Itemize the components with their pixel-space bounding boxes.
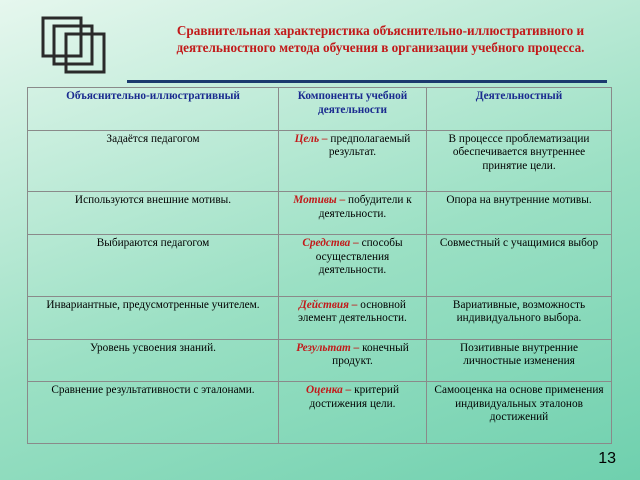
page-number: 13: [598, 450, 616, 467]
cell-component: [279, 339, 427, 382]
table-row: [28, 235, 612, 297]
cell-component: [279, 382, 427, 444]
component-definition: критерий достижения цели.: [309, 384, 399, 410]
table-row: [28, 339, 612, 382]
cell-component: [279, 235, 427, 297]
table-row: [28, 382, 612, 444]
header-activity: Деятельностный: [427, 88, 612, 131]
component-keyword: Цель –: [294, 132, 328, 145]
table-row: [28, 296, 612, 339]
slide-title: Сравнительная характеристика объяснительно-иллюстративного и деятельностного метода обучения в организации учебного процесса.: [176, 23, 585, 55]
comparison-table: [27, 87, 612, 444]
title-divider: [127, 80, 607, 83]
cell-activity: Самооценка на основе применения индивидуальных эталонов достижений: [427, 382, 612, 444]
cell-explanatory: Задаётся педагогом: [28, 130, 279, 192]
component-definition: конечный продукт.: [332, 341, 409, 367]
cell-component: [279, 192, 427, 235]
cell-component: [279, 130, 427, 192]
header-explanatory: Объяснительно-иллюстративный: [28, 88, 279, 131]
cell-explanatory: Уровень усвоения знаний.: [28, 339, 279, 382]
header-components: Компоненты учебной деятельности: [279, 88, 427, 131]
cell-activity: В процессе проблематизации обеспечивается внутреннее принятие цели.: [427, 130, 612, 192]
component-definition: предполагаемый результат.: [328, 132, 411, 159]
cell-activity: Позитивные внутренние личностные изменения: [427, 339, 612, 382]
cell-activity: Опора на внутренние мотивы.: [427, 192, 612, 235]
component-keyword: Оценка –: [306, 384, 352, 397]
cell-explanatory: Используются внешние мотивы.: [28, 192, 279, 235]
table-row: [28, 192, 612, 235]
cell-explanatory: Сравнение результативности с эталонами.: [28, 382, 279, 444]
component-keyword: Действия –: [299, 298, 358, 311]
cell-activity: Вариативные, возможность индивидуального выбора.: [427, 296, 612, 339]
table-row: [28, 130, 612, 192]
table-header-row: [28, 88, 612, 131]
component-definition: основной элемент деятельности.: [298, 298, 407, 325]
component-keyword: Результат –: [296, 341, 360, 354]
component-definition: способы осуществления деятельности.: [315, 237, 403, 277]
cell-explanatory: Инвариантные, предусмотренные учителем.: [28, 296, 279, 339]
cell-component: [279, 296, 427, 339]
component-keyword: Средства –: [302, 237, 359, 250]
squares-logo-icon: [40, 14, 112, 76]
component-keyword: Мотивы –: [293, 194, 346, 207]
cell-activity: Совместный с учащимися выбор: [427, 235, 612, 297]
component-definition: побудители к деятельности.: [318, 194, 412, 220]
cell-explanatory: Выбираются педагогом: [28, 235, 279, 297]
